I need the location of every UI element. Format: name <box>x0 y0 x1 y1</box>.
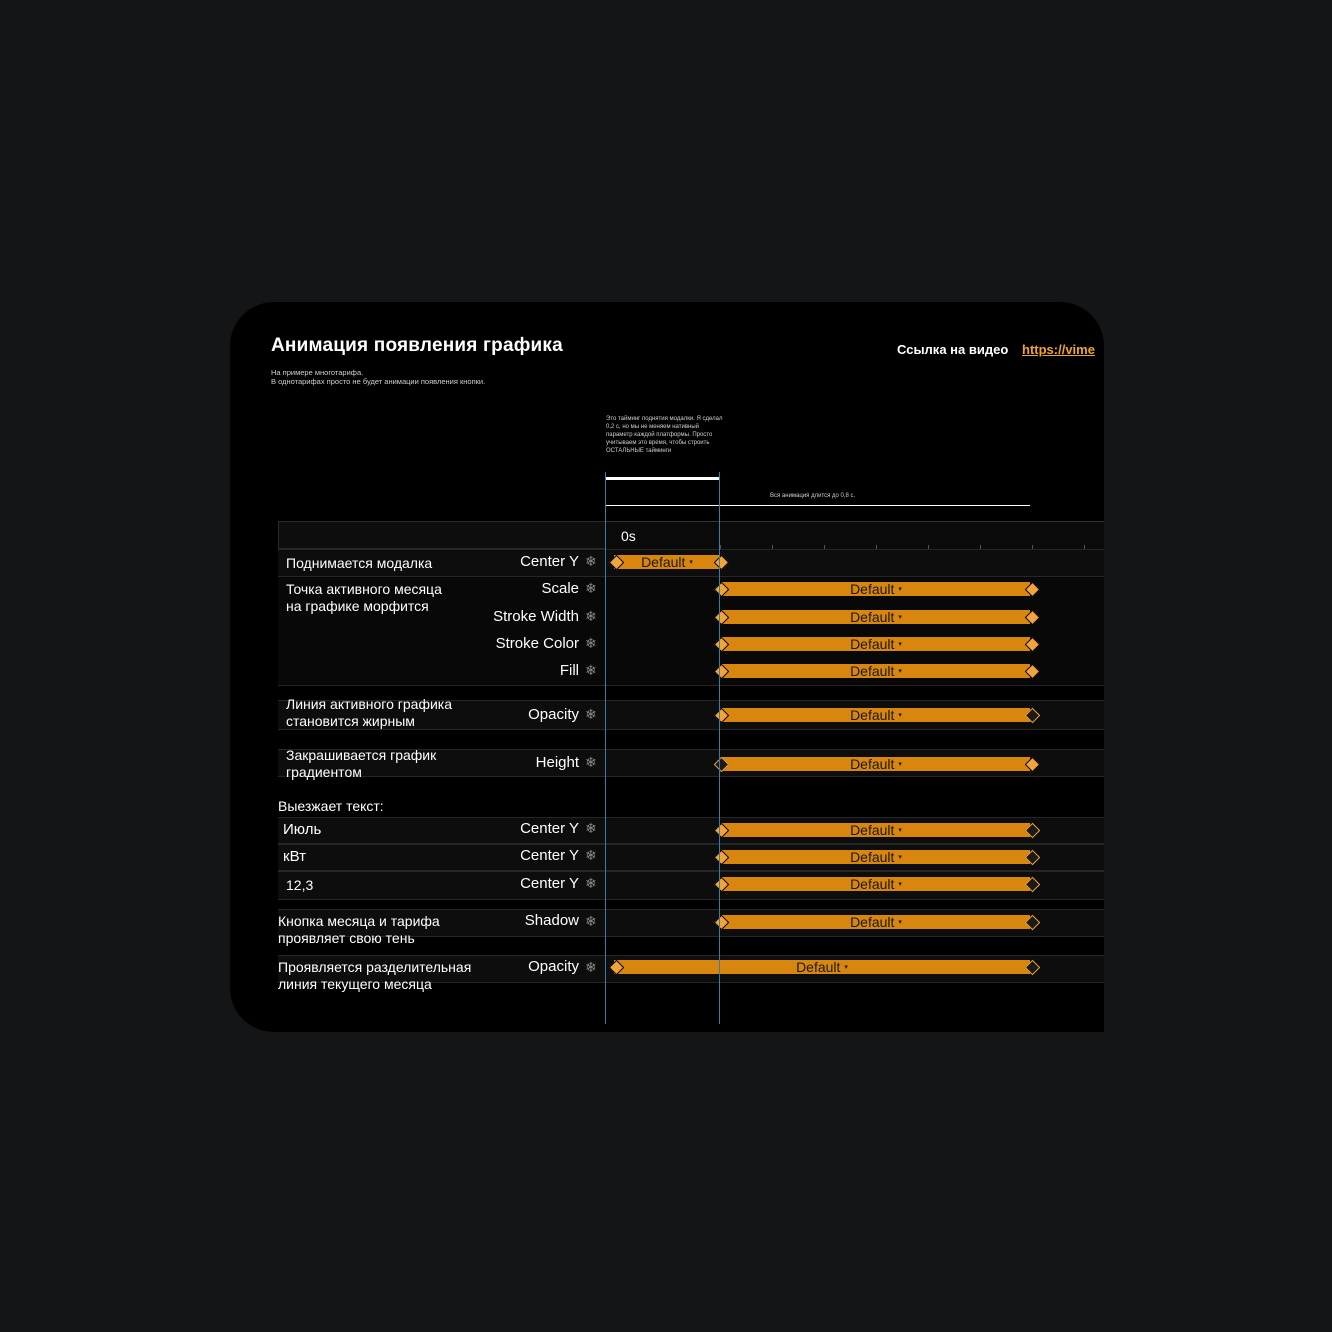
row-label-month: Июль <box>283 821 322 838</box>
keyframe-bar-line-opacity[interactable] <box>722 708 1030 722</box>
video-link-label: Ссылка на видео <box>897 342 1009 357</box>
keyframe-bar-month[interactable] <box>722 823 1030 837</box>
property-name: Height <box>535 754 579 771</box>
dropdown-caret-icon: ▾ <box>898 641 902 649</box>
keyframe-bar-modal[interactable] <box>614 555 720 569</box>
row-label-divider-1: Проявляется разделительная <box>278 959 472 975</box>
snowflake-icon[interactable]: ❄ <box>585 847 597 863</box>
snowflake-icon[interactable]: ❄ <box>585 875 597 891</box>
property-name: Stroke Width <box>493 608 579 625</box>
row-label-gradient-1: Закрашивается график <box>286 747 437 763</box>
keyframe-bar-divider[interactable] <box>614 960 1030 974</box>
snowflake-icon[interactable]: ❄ <box>585 706 597 722</box>
bar-label: Default <box>850 636 895 652</box>
dropdown-caret-icon: ▾ <box>898 614 902 622</box>
snowflake-icon[interactable]: ❄ <box>585 959 597 975</box>
bar-label: Default <box>850 876 895 892</box>
total-duration-note: Вся анимация длится до 0,8 с. <box>770 493 856 499</box>
row-label-unit: кВт <box>283 848 306 865</box>
dropdown-caret-icon: ▾ <box>689 559 693 567</box>
row-label-button-1: Кнопка месяца и тарифа <box>278 913 440 929</box>
dropdown-caret-icon: ▾ <box>844 964 848 972</box>
dropdown-caret-icon: ▾ <box>898 586 902 594</box>
keyframe-bar-scale[interactable] <box>722 582 1030 596</box>
snowflake-icon[interactable]: ❄ <box>585 635 597 651</box>
bar-label: Default <box>641 554 686 570</box>
bar-label: Default <box>850 822 895 838</box>
property-name: Stroke Color <box>495 635 579 652</box>
row-label-line-1: Линия активного графика <box>286 696 452 712</box>
row-label-dot-2: на графике морфится <box>286 598 429 614</box>
modal-end-guide-line <box>719 472 720 1024</box>
bar-label: Default <box>850 609 895 625</box>
property-name: Center Y <box>520 847 579 864</box>
bar-label: Default <box>850 707 895 723</box>
row-label-line-2: становится жирным <box>286 713 415 729</box>
page-title: Анимация появления графика <box>271 335 563 356</box>
dropdown-caret-icon: ▾ <box>898 761 902 769</box>
bar-label: Default <box>850 849 895 865</box>
dropdown-caret-icon: ▾ <box>898 827 902 835</box>
row-label-button-2: проявляет свою тень <box>278 930 415 946</box>
keyframe-bar-height[interactable] <box>722 757 1030 771</box>
subtitle-line-1: На примере многотарифа. <box>271 368 364 377</box>
bar-label: Default <box>850 581 895 597</box>
property-name: Fill <box>559 662 579 679</box>
property-name: Opacity <box>528 706 579 723</box>
snowflake-icon[interactable]: ❄ <box>585 820 597 836</box>
snowflake-icon[interactable]: ❄ <box>585 754 597 770</box>
keyframe-bar-value[interactable] <box>722 877 1030 891</box>
bar-label: Default <box>850 756 895 772</box>
time-zero-label: 0s <box>621 528 636 544</box>
dropdown-caret-icon: ▾ <box>898 668 902 676</box>
property-name: Opacity <box>528 958 579 975</box>
snowflake-icon[interactable]: ❄ <box>585 553 597 569</box>
property-name: Center Y <box>520 820 579 837</box>
modal-timing-note: Это тайминг поднятия модалки. Я сделал 0,2 с, но мы не меняем нативный параметр каждой платформы. Просто учитываем это время, чтобы строить ОСТАЛЬНЫЕ тайминги <box>606 416 723 454</box>
row-label-divider-2: линия текущего месяца <box>278 976 432 992</box>
bar-label: Default <box>850 663 895 679</box>
keyframe-bar-stroke-width[interactable] <box>722 610 1030 624</box>
dropdown-caret-icon: ▾ <box>898 919 902 927</box>
keyframe-bar-unit[interactable] <box>722 850 1030 864</box>
keyframe-bar-shadow[interactable] <box>722 915 1030 929</box>
timeline-header-left <box>278 521 606 549</box>
video-link[interactable]: https://vime <box>1022 342 1095 357</box>
property-name: Shadow <box>524 912 579 929</box>
start-guide-line <box>605 472 606 1024</box>
row-label-dot-1: Точка активного месяца <box>286 581 442 597</box>
snowflake-icon[interactable]: ❄ <box>585 913 597 929</box>
dropdown-caret-icon: ▾ <box>898 712 902 720</box>
property-name: Center Y <box>520 553 579 570</box>
snowflake-icon[interactable]: ❄ <box>585 662 597 678</box>
timeline-ruler <box>606 521 1104 550</box>
bar-label: Default <box>850 914 895 930</box>
keyframe-bar-stroke-color[interactable] <box>722 637 1030 651</box>
subtitle-line-2: В однотарифах просто не будет анимации появления кнопки. <box>271 377 486 386</box>
section-label-text: Выезжает текст: <box>278 798 384 814</box>
snowflake-icon[interactable]: ❄ <box>585 608 597 624</box>
property-name: Center Y <box>520 875 579 892</box>
keyframe-bar-fill[interactable] <box>722 664 1030 678</box>
snowflake-icon[interactable]: ❄ <box>585 580 597 596</box>
row-label-gradient-2: градиентом <box>286 764 362 780</box>
row-label-modal: Поднимается модалка <box>286 555 433 571</box>
total-duration-span <box>606 505 1030 506</box>
row-label-value: 12,3 <box>286 877 314 893</box>
dropdown-caret-icon: ▾ <box>898 854 902 862</box>
bar-label: Default <box>796 959 841 975</box>
property-name: Scale <box>541 580 579 597</box>
modal-timing-span <box>606 477 720 480</box>
animation-card <box>230 302 1104 1032</box>
dropdown-caret-icon: ▾ <box>898 881 902 889</box>
